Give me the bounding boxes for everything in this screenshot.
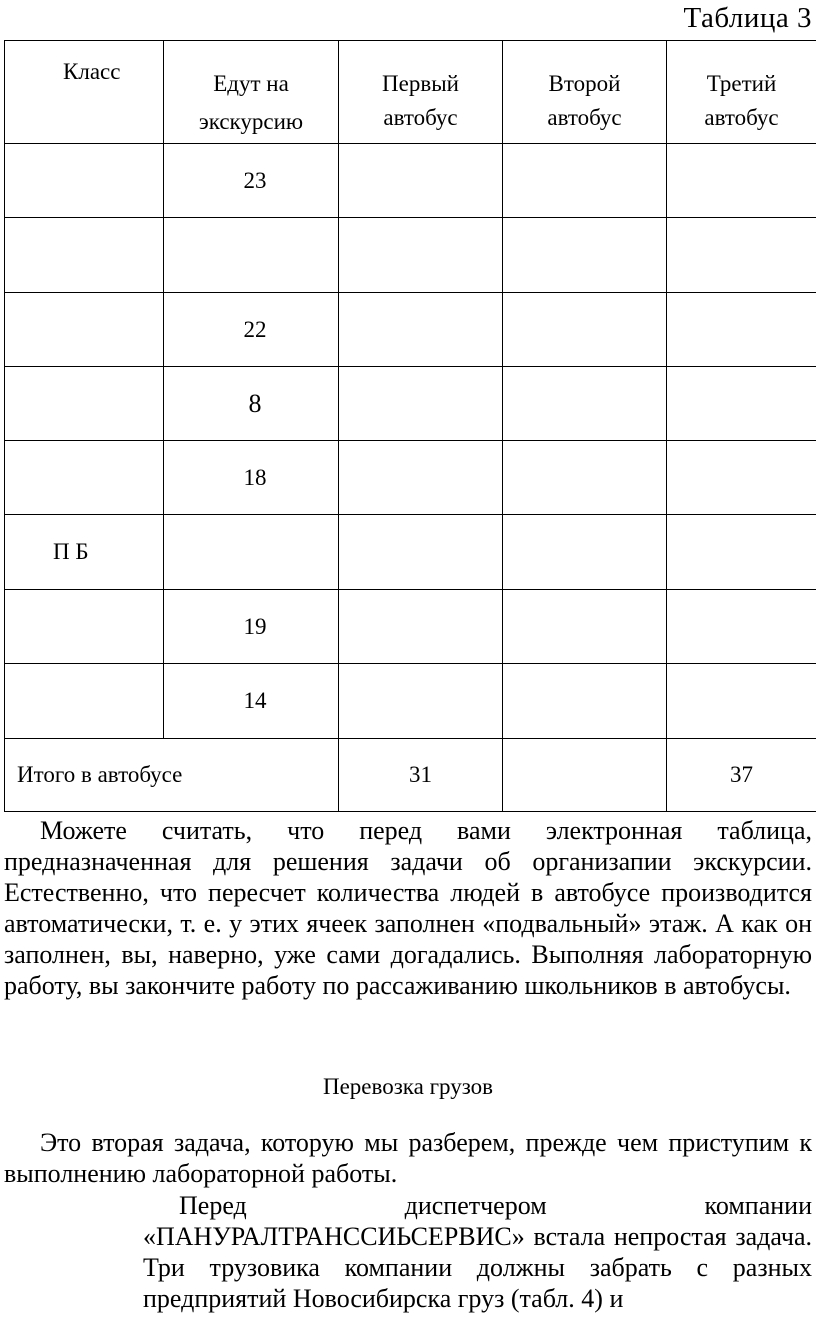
- cell-bus3: [667, 590, 816, 664]
- cell-bus2: [503, 664, 667, 739]
- cell-bus2: [503, 218, 667, 293]
- cell-bus1: [339, 367, 503, 441]
- cell-bus2: [503, 144, 667, 218]
- paragraph-1: Можете считать, что перед вами электронная таблица, предназначенная для решения задачи об организапии экскурсии. Естественно, что пересчет количества людей в автобусе производится автоматически, т. е. у этих ячеек заполнен «подвальный» этаж. А как он заполнен, вы, наверно, уже сами догадались. Выполняя лабораторную работу, вы закончите работу по рассаживанию школьников в автобусы.: [4, 816, 812, 1000]
- header-bus1: [339, 41, 503, 144]
- cell-going: 18: [164, 441, 339, 515]
- cell-class: [5, 367, 164, 441]
- table-row: [5, 218, 816, 293]
- cell-bus2: [503, 515, 667, 590]
- header-bus3-line2: автобус: [704, 105, 779, 130]
- cell-bus3: [667, 218, 816, 293]
- cell-class: [5, 664, 164, 739]
- cell-class: П Б: [5, 515, 164, 590]
- cell-bus3: [667, 441, 816, 515]
- header-going-line2: экскурсию: [198, 109, 304, 134]
- total-bus3: 37: [667, 739, 816, 812]
- header-bus2-line2: автобус: [547, 105, 622, 130]
- cell-going: [164, 218, 339, 293]
- cell-bus1: [339, 590, 503, 664]
- table-row: [5, 144, 816, 218]
- header-bus2-line1: Второй: [548, 71, 621, 96]
- cell-going: 23: [164, 144, 339, 218]
- cell-bus3: [667, 367, 816, 441]
- cell-bus1: [339, 293, 503, 367]
- header-bus3-line1: Третий: [706, 71, 777, 96]
- cell-class: [5, 144, 164, 218]
- cell-bus1: [339, 515, 503, 590]
- header-going: [164, 41, 339, 144]
- cell-bus2: [503, 293, 667, 367]
- cell-bus3: [667, 293, 816, 367]
- cell-bus1: [339, 218, 503, 293]
- cell-class: [5, 441, 164, 515]
- section-title: Перевозка грузов: [322, 1074, 494, 1099]
- cell-bus2: [503, 367, 667, 441]
- cell-going: [164, 515, 339, 590]
- cell-bus1: [339, 441, 503, 515]
- cell-going: 8: [164, 367, 339, 441]
- cell-class: [5, 293, 164, 367]
- header-bus2: [503, 41, 667, 144]
- cell-bus2: [503, 590, 667, 664]
- header-bus1-line1: Первый: [382, 71, 459, 96]
- cell-bus3: [667, 144, 816, 218]
- cell-going: 22: [164, 293, 339, 367]
- table-row: [5, 590, 816, 664]
- paragraph-2: Это вторая задача, которую мы разберем, прежде чем приступим к выполнению лабораторной работы.: [4, 1128, 812, 1188]
- cell-bus1: [339, 664, 503, 739]
- table-row: [5, 293, 816, 367]
- total-label: Итого в автобусе: [5, 739, 339, 812]
- header-bus1-line2: автобус: [383, 105, 458, 130]
- table-row: [5, 664, 816, 739]
- total-bus2: [503, 739, 667, 812]
- cell-bus3: [667, 664, 816, 739]
- header-class: Класс: [5, 41, 164, 144]
- table-row: [5, 441, 816, 515]
- cell-class: [5, 218, 164, 293]
- cell-going: 14: [164, 664, 339, 739]
- excursion-table: [4, 40, 816, 812]
- table-total-row: [5, 739, 816, 812]
- table-row: [5, 367, 816, 441]
- table-row: [5, 515, 816, 590]
- cell-going: 19: [164, 590, 339, 664]
- header-bus3: [667, 41, 816, 144]
- header-going-line1: Едут на: [213, 71, 289, 96]
- cell-class: [5, 590, 164, 664]
- table-header-row: [5, 41, 816, 144]
- cell-bus2: [503, 441, 667, 515]
- paragraph-3: Перед диспетчером компании «ПАНУРАЛТРАНССИЬСЕРВИС» встала непростая задача. Три трузовика компании должны забрать с разных предприятий Новосибирска груз (табл. 4) и: [143, 1191, 812, 1313]
- cell-bus1: [339, 144, 503, 218]
- total-bus1: 31: [339, 739, 503, 812]
- cell-bus3: [667, 515, 816, 590]
- table-caption: Таблица 3: [683, 2, 812, 34]
